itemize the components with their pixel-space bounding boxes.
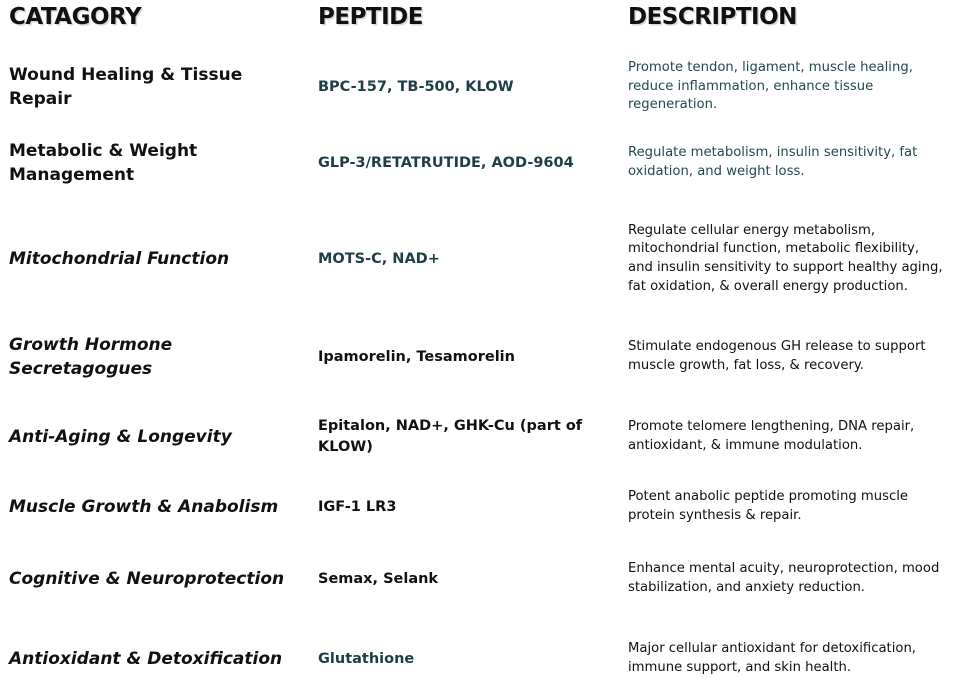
peptide-cell: IGF-1 LR3 xyxy=(318,498,397,515)
description-cell: Regulate cellular energy metabolism, mitochondrial function, metabolic flexibility, and insulin sensitivity to support healthy aging, fat oxidation, & overall energy production. xyxy=(628,222,943,294)
description-cell: Regulate metabolism, insulin sensitivity, fat oxidation, and weight loss. xyxy=(628,145,918,179)
category-cell: Cognitive & Neuroprotection xyxy=(9,569,285,589)
peptide-cell: Epitalon, NAD+, GHK-Cu (part of KLOW) xyxy=(318,418,583,455)
category-cell: Anti-Aging & Longevity xyxy=(9,427,232,447)
peptide-cell: BPC-157, TB-500, KLOW xyxy=(318,78,514,95)
category-cell: Mitochondrial Function xyxy=(9,249,230,269)
peptide-cell: MOTS-C, NAD+ xyxy=(318,250,440,267)
description-cell: Major cellular antioxidant for detoxification, immune support, and skin health. xyxy=(628,641,916,675)
table-row xyxy=(0,548,954,610)
description-cell: Potent anabolic peptide promoting muscle protein synthesis & repair. xyxy=(628,489,908,523)
header-category: CATAGORY xyxy=(9,4,142,30)
table-row xyxy=(0,406,954,468)
table-row xyxy=(0,628,954,690)
header-peptide: PEPTIDE xyxy=(318,4,423,30)
description-cell: Promote tendon, ligament, muscle healing, reduce inflammation, enhance tissue regeneration. xyxy=(628,60,913,113)
table-row xyxy=(0,210,954,308)
category-cell: Wound Healing & Tissue Repair xyxy=(9,65,243,109)
description-cell: Promote telomere lengthening, DNA repair, antioxidant, & immune modulation. xyxy=(628,419,915,453)
peptide-cell: Ipamorelin, Tesamorelin xyxy=(318,348,515,365)
category-cell: Muscle Growth & Anabolism xyxy=(9,497,279,517)
peptide-cell: Glutathione xyxy=(318,650,415,667)
table-row xyxy=(0,326,954,388)
description-cell: Enhance mental acuity, neuroprotection, mood stabilization, and anxiety reduction. xyxy=(628,561,940,595)
category-cell: Growth Hormone Secretagogues xyxy=(9,335,173,379)
table-row xyxy=(0,485,954,529)
table-row xyxy=(0,56,954,118)
description-cell: Stimulate endogenous GH release to support muscle growth, fat loss, & recovery. xyxy=(628,339,926,373)
table-row xyxy=(0,132,954,194)
peptide-cell: GLP-3/RETATRUTIDE, AOD-9604 xyxy=(318,154,574,171)
category-cell: Antioxidant & Detoxification xyxy=(9,649,283,669)
peptide-cell: Semax, Selank xyxy=(318,570,439,587)
header-description: DESCRIPTION xyxy=(628,4,797,30)
category-cell: Metabolic & Weight Management xyxy=(9,141,198,185)
